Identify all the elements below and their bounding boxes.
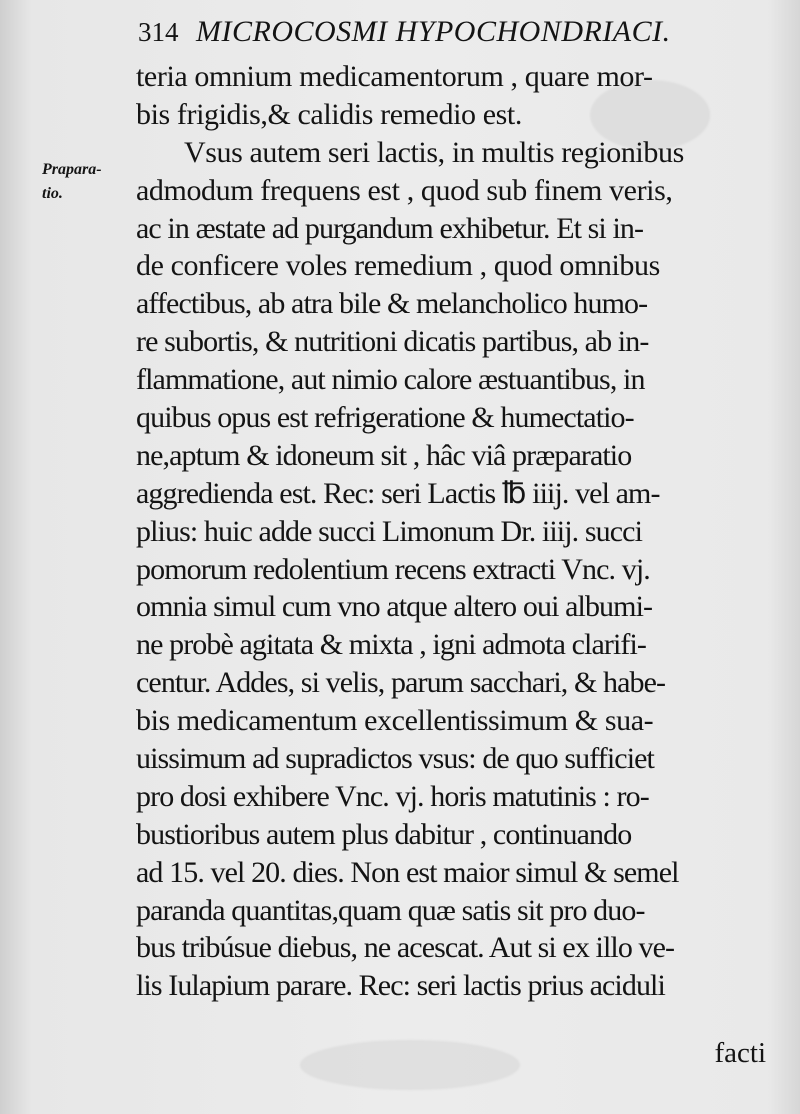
text-line: teria omnium medicamentorum , quare mor- — [136, 60, 653, 93]
page-number: 314 — [138, 17, 179, 47]
catchword: facti — [714, 1037, 766, 1069]
text-line: ac in æstate ad purgandum exhibetur. Et si in- — [136, 211, 644, 245]
text-line: bus tribúsue diebus, ne acescat. Aut si ex illo ve- — [136, 931, 675, 965]
text-line: pomorum redolentium recens extracti Vnc. vj. — [136, 552, 650, 586]
text-line: affectibus, ab atra bile & melancholico humo- — [136, 287, 648, 321]
text-line: flammatione, aut nimio calore æstuantibus, in — [136, 363, 645, 397]
text-line: ne probè agitata & mixta , igni admota clarifi- — [136, 628, 647, 662]
text-line: centur. Addes, si velis, parum sacchari, & habe- — [136, 666, 666, 700]
text-line: pro dosi exhibere Vnc. vj. horis matutinis : ro- — [136, 779, 649, 813]
page-header — [138, 14, 671, 50]
text-line: de conficere voles remedium , quod omnibus — [136, 249, 660, 283]
text-line: bis frigidis,& calidis remedio est. — [136, 97, 522, 131]
text-line: Vsus autem seri lactis, in multis regionibus — [184, 135, 684, 169]
margin-note-line: tio. — [42, 185, 63, 202]
text-line: aggredienda est. Rec: seri Lactis ℔ iiij. vel am- — [136, 476, 660, 510]
margin-note — [42, 158, 102, 206]
text-line: uissimum ad supradictos vsus: de quo sufficiet — [136, 742, 654, 776]
running-title: MICROCOSMI HYPOCHONDRIACI. — [196, 15, 671, 48]
paper-stain — [300, 1040, 520, 1090]
text-line: ad 15. vel 20. dies. Non est maior simul & semel — [136, 855, 679, 889]
text-line: admodum frequens est , quod sub finem veris, — [136, 173, 673, 207]
text-line: ne,aptum & idoneum sit , hâc viâ præparatio — [136, 438, 632, 472]
text-line: bis medicamentum excellentissimum & sua- — [136, 704, 654, 738]
text-line: quibus opus est refrigeratione & humectatio- — [136, 401, 634, 435]
text-line: plius: huic adde succi Limonum Dr. iiij. succi — [136, 514, 643, 548]
text-line: lis Iulapium parare. Rec: seri lactis prius aciduli — [136, 969, 665, 1003]
text-line: bustioribus autem plus dabitur , continuando — [136, 817, 632, 851]
text-line: paranda quantitas,quam quæ satis sit pro duo- — [136, 893, 645, 927]
text-line: re subortis, & nutritioni dicatis partibus, ab in- — [136, 325, 649, 359]
margin-note-line: Prapara- — [42, 161, 102, 178]
body-text — [136, 58, 776, 1005]
text-line: omnia simul cum vno atque altero oui albumi- — [136, 590, 653, 624]
